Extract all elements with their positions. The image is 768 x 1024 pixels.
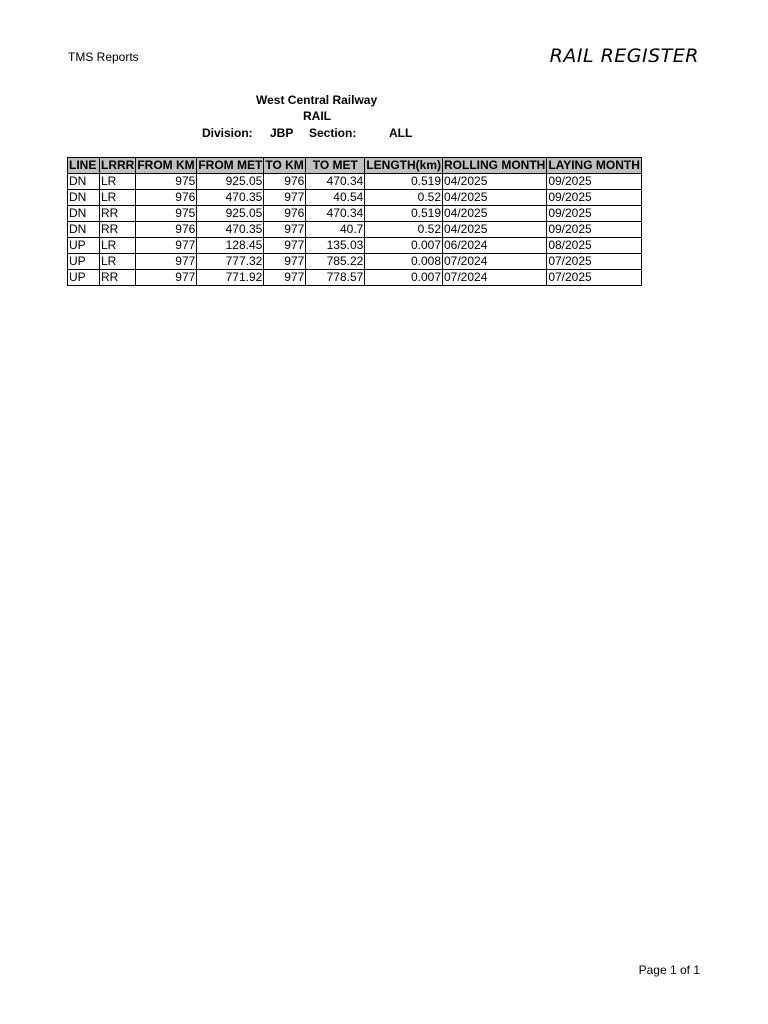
section-label: Section: (309, 126, 357, 140)
cell-laying-month: 07/2025 (547, 254, 642, 270)
cell-laying-month: 09/2025 (547, 174, 642, 190)
table-row (68, 206, 642, 222)
page-number: Page 1 of 1 (638, 963, 700, 977)
report-source-label: TMS Reports (68, 50, 139, 64)
cell-from-met: 470.35 (197, 190, 264, 206)
cell-from-met: 470.35 (197, 222, 264, 238)
cell-rolling-month: 04/2025 (443, 222, 547, 238)
column-header-lrrr: LRRR (101, 158, 135, 172)
cell-to-met: 470.34 (306, 206, 365, 222)
column-header-length: LENGTH(km) (366, 158, 441, 172)
column-header-from-km: FROM KM (136, 158, 197, 174)
cell-length: 0.52 (365, 190, 443, 206)
table-row (68, 254, 642, 270)
column-header-to-km: TO KM (264, 158, 306, 174)
cell-laying-month: 09/2025 (547, 206, 642, 222)
cell-from-km: 975 (136, 174, 197, 190)
cell-from-km: 977 (136, 254, 197, 270)
cell-line: DN (68, 190, 100, 206)
table-row (68, 238, 642, 254)
table-row (68, 174, 642, 190)
cell-laying-month: 08/2025 (547, 238, 642, 254)
cell-lrrr: RR (100, 270, 136, 286)
cell-from-met: 128.45 (197, 238, 264, 254)
column-header-laying-month: LAYING MONTH (548, 158, 640, 172)
cell-to-met: 785.22 (306, 254, 365, 270)
cell-length: 0.52 (365, 222, 443, 238)
cell-rolling-month: 04/2025 (443, 190, 547, 206)
cell-to-met: 470.34 (306, 174, 365, 190)
cell-rolling-month: 06/2024 (443, 238, 547, 254)
cell-lrrr: RR (100, 222, 136, 238)
cell-from-km: 977 (136, 238, 197, 254)
cell-laying-month: 09/2025 (547, 190, 642, 206)
cell-laying-month: 07/2025 (547, 270, 642, 286)
table-header-row (68, 158, 642, 174)
cell-from-km: 975 (136, 206, 197, 222)
table-row (68, 270, 642, 286)
cell-rolling-month: 07/2024 (443, 254, 547, 270)
cell-line: DN (68, 174, 100, 190)
cell-to-met: 778.57 (306, 270, 365, 286)
cell-length: 0.519 (365, 174, 443, 190)
cell-lrrr: RR (100, 206, 136, 222)
division-value: JBP (270, 126, 294, 140)
cell-to-met: 40.54 (306, 190, 365, 206)
cell-from-km: 977 (136, 270, 197, 286)
cell-length: 0.007 (365, 238, 443, 254)
table-row (68, 222, 642, 238)
cell-length: 0.519 (365, 206, 443, 222)
cell-line: DN (68, 206, 100, 222)
cell-from-km: 976 (136, 222, 197, 238)
cell-to-km: 977 (264, 190, 306, 206)
cell-to-km: 976 (264, 206, 306, 222)
cell-line: DN (68, 222, 100, 238)
cell-lrrr: LR (100, 238, 136, 254)
cell-lrrr: LR (100, 254, 136, 270)
cell-from-met: 777.32 (197, 254, 264, 270)
cell-from-km: 976 (136, 190, 197, 206)
report-subject: RAIL (303, 109, 331, 123)
column-header-rolling-month: ROLLING MONTH (444, 158, 546, 172)
cell-lrrr: LR (100, 190, 136, 206)
cell-from-met: 925.05 (197, 174, 264, 190)
section-value: ALL (389, 126, 413, 140)
cell-from-met: 771.92 (197, 270, 264, 286)
cell-line: UP (68, 254, 100, 270)
cell-line: UP (68, 270, 100, 286)
cell-length: 0.008 (365, 254, 443, 270)
division-label: Division: (202, 126, 253, 140)
cell-rolling-month: 04/2025 (443, 206, 547, 222)
cell-laying-month: 09/2025 (547, 222, 642, 238)
cell-to-km: 977 (264, 238, 306, 254)
cell-to-km: 976 (264, 174, 306, 190)
cell-line: UP (68, 238, 100, 254)
table-row (68, 190, 642, 206)
railway-name: West Central Railway (256, 93, 378, 107)
cell-from-met: 925.05 (197, 206, 264, 222)
rail-register-table (67, 157, 642, 286)
cell-rolling-month: 07/2024 (443, 270, 547, 286)
cell-to-met: 40.7 (306, 222, 365, 238)
cell-rolling-month: 04/2025 (443, 174, 547, 190)
cell-lrrr: LR (100, 174, 136, 190)
column-header-to-met: TO MET (306, 158, 365, 174)
column-header-from-met: FROM MET (198, 158, 263, 172)
cell-to-met: 135.03 (306, 238, 365, 254)
cell-to-km: 977 (264, 222, 306, 238)
column-header-line: LINE (68, 158, 100, 174)
cell-length: 0.007 (365, 270, 443, 286)
cell-to-km: 977 (264, 254, 306, 270)
report-title: RAIL REGISTER (549, 45, 699, 67)
cell-to-km: 977 (264, 270, 306, 286)
